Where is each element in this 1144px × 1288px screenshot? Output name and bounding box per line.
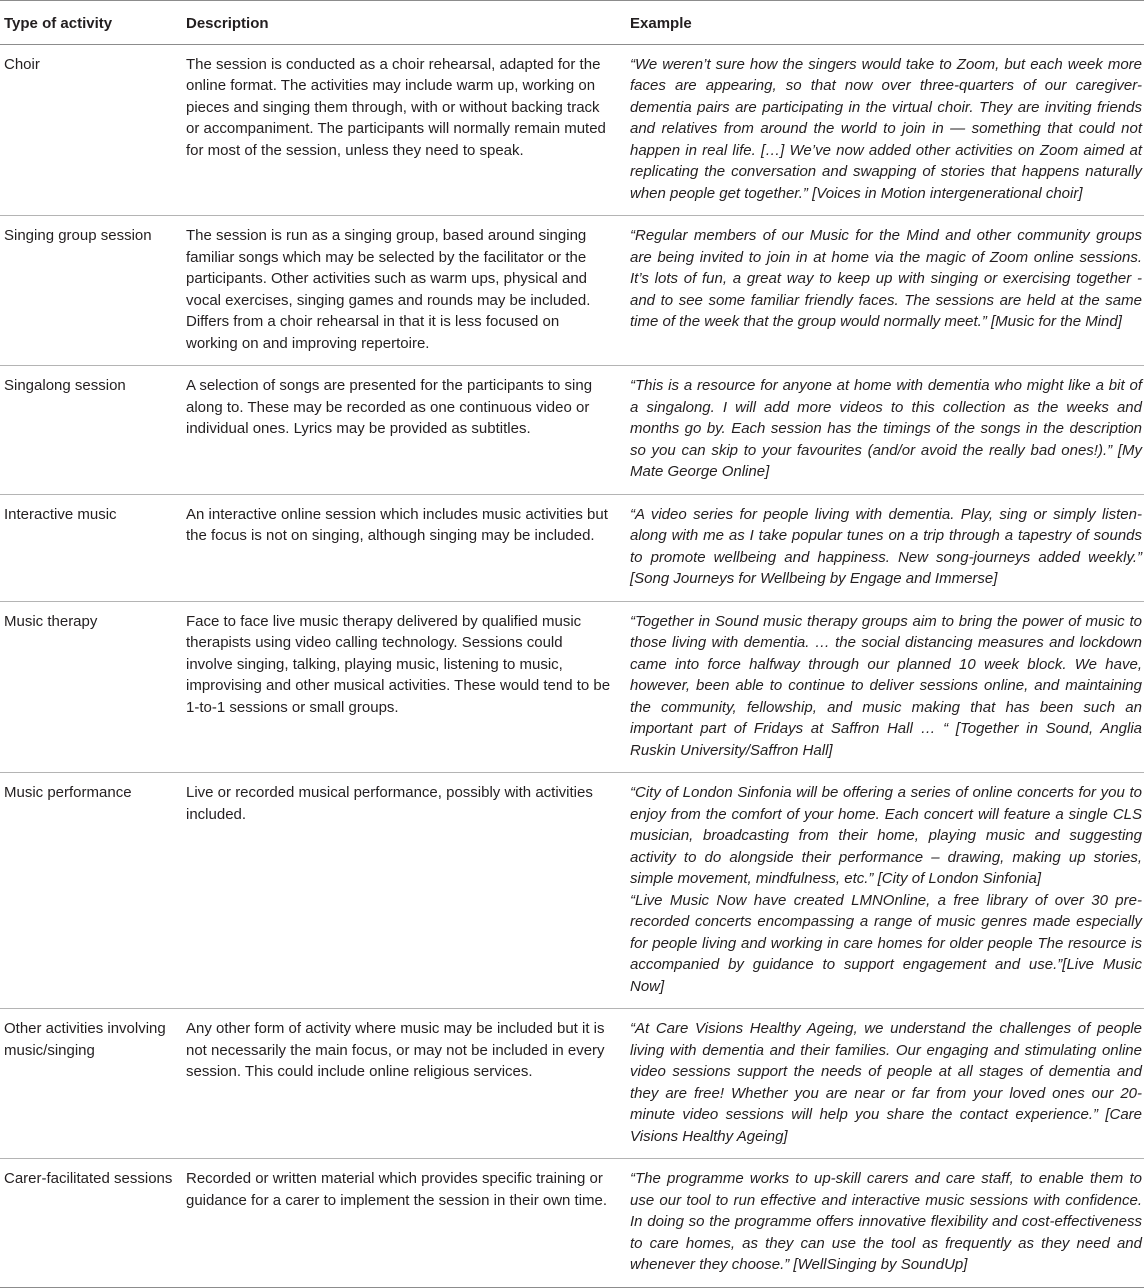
example-quote: “We weren’t sure how the singers would take to Zoom, but each week more faces are appearing, so that now over three-quarters of our caregiver-dementia pairs are participating in the virtual choir. They are inviting friends and relatives from around the world to join in — something that could not happen in real life. […] We’ve now added other activities on Zoom aimed at replicating the conversation and swapping of stories that happens naturally when people get together.” [Voices in Motion intergenerational choir]: [630, 55, 1142, 202]
description-cell: Any other form of activity where music may be included but it is not necessarily the main focus, or may not be included in every session. This could include online religious services.: [186, 1009, 627, 1159]
description-cell: Live or recorded musical performance, possibly with activities included.: [186, 773, 627, 1009]
activity-type-cell: Carer-facilitated sessions: [0, 1159, 186, 1288]
activity-type-cell: Singalong session: [0, 366, 186, 495]
example-cell: [627, 1159, 1144, 1288]
table-body: [0, 44, 1144, 1287]
description-cell: Recorded or written material which provides specific training or guidance for a carer to implement the session in their own time.: [186, 1159, 627, 1288]
example-quote: “At Care Visions Healthy Ageing, we understand the challenges of people living with dementia and their families. Our engaging and stimulating online video sessions support the needs of people at all stages of dementia and they are free! Whether you are near or far from your loved ones our 20-minute video sessions will help you share the contact experience.” [Care Visions Healthy Ageing]: [630, 1020, 1142, 1145]
table-row: [0, 773, 1144, 1009]
header-row: [0, 1, 1144, 45]
example-cell: [627, 216, 1144, 366]
activity-type-cell: Choir: [0, 44, 186, 216]
activity-type-cell: Music therapy: [0, 601, 186, 773]
table-header: [0, 1, 1144, 45]
example-quote: “City of London Sinfonia will be offering a series of online concerts for you to enjoy from the comfort of your home. Each concert will feature a single CLS musician, broadcasting from their home, playing music and suggesting activity to do alongside their performance – drawing, making up stories, simple movement, mindfulness, etc.” [City of London Sinfonia]: [630, 784, 1142, 887]
table-row: [0, 1009, 1144, 1159]
table-row: [0, 494, 1144, 601]
example-quote: “Together in Sound music therapy groups aim to bring the power of music to those living with dementia. … the social distancing measures and lockdown came into force halfway through our planned 10 week block. We have, however, been able to continue to deliver sessions online, and maintaining the community, fellowship, and music making that has been such an important part of Fridays at Saffron Hall … “ [Together in Sound, Anglia Ruskin University/Saffron Hall]: [630, 612, 1142, 759]
activity-type-cell: Music performance: [0, 773, 186, 1009]
example-cell: [627, 44, 1144, 216]
description-cell: An interactive online session which includes music activities but the focus is not on singing, although singing may be included.: [186, 494, 627, 601]
example-quote: “Live Music Now have created LMNOnline, a free library of over 30 pre-recorded concerts encompassing a range of music genres made especially for people living and working in care homes for older people The resource is accompanied by guidance to support engagement and use.”[Live Music Now]: [630, 891, 1142, 995]
table-row: [0, 44, 1144, 216]
header-example: Example: [627, 1, 1144, 45]
example-cell: [627, 773, 1144, 1009]
example-cell: [627, 494, 1144, 601]
header-type-of-activity: Type of activity: [0, 1, 186, 45]
description-cell: A selection of songs are presented for the participants to sing along to. These may be recorded as one continuous video or individual ones. Lyrics may be provided as subtitles.: [186, 366, 627, 495]
table-row: [0, 216, 1144, 366]
activity-type-cell: Singing group session: [0, 216, 186, 366]
description-cell: The session is conducted as a choir rehearsal, adapted for the online format. The activities may include warm up, working on pieces and singing them through, with or without backing track or accompaniment. The participants will normally remain muted for most of the session, unless they need to speak.: [186, 44, 627, 216]
activity-type-cell: Other activities involving music/singing: [0, 1009, 186, 1159]
example-cell: [627, 601, 1144, 773]
header-description: Description: [186, 1, 627, 45]
table-row: [0, 366, 1144, 495]
description-cell: Face to face live music therapy delivered by qualified music therapists using video calling technology. Sessions could involve singing, talking, playing music, listening to music, improvising and other musical activities. These would tend to be 1-to-1 sessions or small groups.: [186, 601, 627, 773]
example-quote: “A video series for people living with dementia. Play, sing or simply listen-along with me as I take popular tunes on a trip through a tapestry of sounds to promote wellbeing and happiness. New song-journeys added weekly.” [Song Journeys for Wellbeing by Engage and Immerse]: [630, 505, 1142, 587]
description-cell: The session is run as a singing group, based around singing familiar songs which may be selected by the facilitator or the participants. Other activities such as warm ups, physical and vocal exercises, singing games and rounds may be included. Differs from a choir rehearsal in that it is less focused on working on and improving repertoire.: [186, 216, 627, 366]
example-quote: “Regular members of our Music for the Mind and other community groups are being invited to join in at home via the magic of Zoom online sessions. It’s lots of fun, a great way to keep up with singing or exercising together - and to see some familiar friendly faces. The sessions are held at the same time of the week that the group would normally meet.” [Music for the Mind]: [630, 227, 1142, 330]
example-quote: “The programme works to up-skill carers and care staff, to enable them to use our tool to run effective and interactive music sessions with confidence. In doing so the programme offers innovative flexibility and cost-effectiveness to care homes, as they can use the tool as frequently as they need and whenever they choose.” [WellSinging by SoundUp]: [630, 1170, 1142, 1273]
table-row: [0, 601, 1144, 773]
example-cell: [627, 1009, 1144, 1159]
table-row: [0, 1159, 1144, 1288]
example-cell: [627, 366, 1144, 495]
example-quote: “This is a resource for anyone at home with dementia who might like a bit of a singalong. I will add more videos to this collection as the weeks and months go by. Each session has the timings of the songs in the description so you can skip to your favourites (and/or avoid the really bad ones!).” [My Mate George Online]: [630, 377, 1142, 480]
activity-type-cell: Interactive music: [0, 494, 186, 601]
